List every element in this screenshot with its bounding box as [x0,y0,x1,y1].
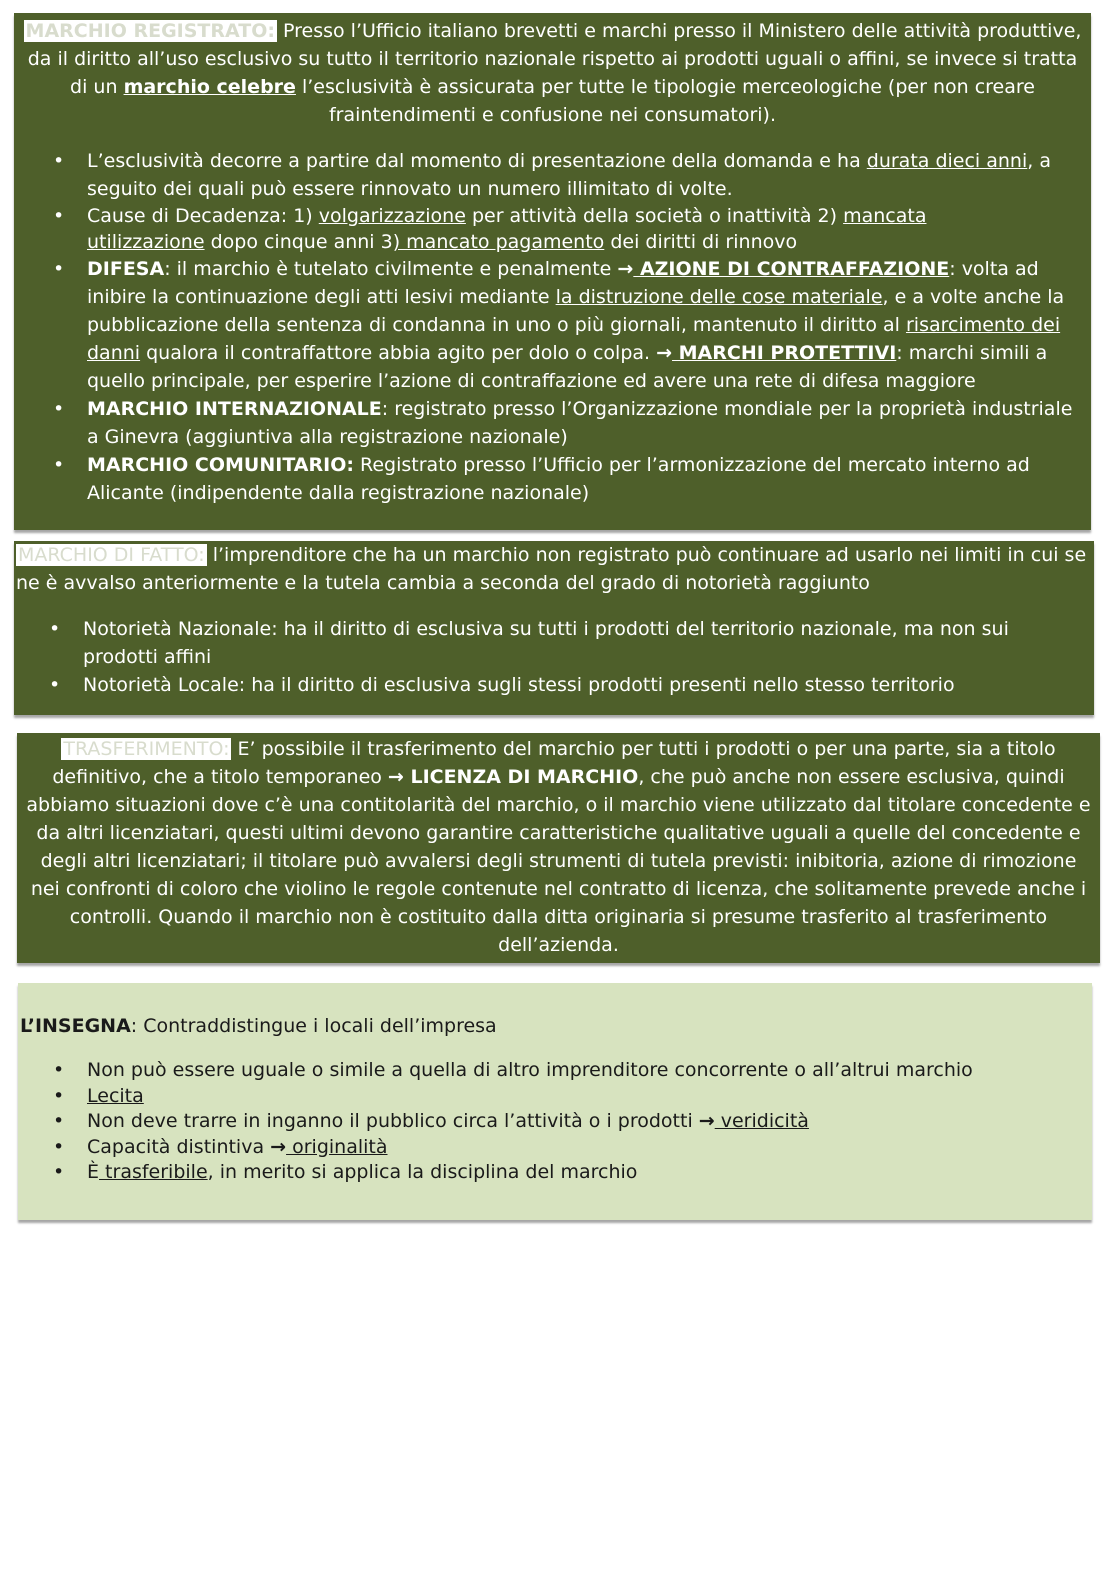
fatto-label: MARCHIO DI FATTO: [18,544,205,566]
fatto-intro: MARCHIO DI FATTO: l’imprenditore che ha un marchio non registrato può continuare ad usarlo nei limiti in cui se ne è avvalso anteriormente e la tutela cambia a seconda del grado di notorietà raggiunto [16,544,1087,594]
arrow-right-icon: → [387,766,404,788]
insegna-intro: L’INSEGNA: Contraddistingue i locali dell’impresa [20,1015,497,1037]
list-item: • Capacità distintiva → originalità [20,1135,1088,1161]
list-item: • Non deve trarre in inganno il pubblico circa l’attività o i prodotti → veridicità [20,1109,1088,1135]
insegna-box [18,983,1092,1220]
list-item: • Notorietà Nazionale: ha il diritto di esclusiva su tutti i prodotti del territorio nazionale, ma non sui prodotti affini [16,615,1088,671]
registrato-list [20,147,1085,507]
arrow-right-icon: → [270,1135,287,1158]
registrato-intro: MARCHIO REGISTRATO: Presso l’Ufficio italiano brevetti e marchi presso il Ministero delle attività produttive, da il diritto all’uso esclusivo su tutto il territorio nazionale rispetto ai prodotti uguali o affini, se invece si tratta di un marchio celebre l’esclusività è assicurata per tutte le tipologie merceologiche (per non creare fraintendimenti e confusione nei consumatori). [25,20,1082,126]
list-item: • È trasferibile, in merito si applica la disciplina del marchio [20,1160,1088,1186]
arrow-right-icon: → [698,1110,715,1132]
list-item: • MARCHIO COMUNITARIO: Registrato presso l’Ufficio per l’armonizzazione del mercato interno ad Alicante (indipendente dalla registrazione nazionale) [20,451,1085,507]
marchio-celebre: marchio celebre [123,76,296,98]
list-item: • Notorietà Locale: ha il diritto di esclusiva sugli stessi prodotti presenti nello stesso territorio [16,671,1088,699]
list-item: • L’esclusività decorre a partire dal momento di presentazione della domanda e ha durata dieci anni, a seguito dei quali può essere rinnovato un numero illimitato di volte. [20,147,1085,203]
registrato-box [14,13,1091,530]
fatto-list [16,615,1088,699]
trasferimento-box [17,733,1100,963]
insegna-label: L’INSEGNA [20,1015,131,1037]
list-item: • DIFESA: il marchio è tutelato civilmente e penalmente → AZIONE DI CONTRAFFAZIONE: volta ad inibire la continuazione degli atti lesivi mediante la distruzione delle cose materiale, e a volte anche la pubblicazione della sentenza di condanna in uno o più giornali, mantenuto il diritto al risarcimento dei danni qualora il contraffattore abbia agito per dolo o colpa. → MARCHI PROTETTIVI: marchi simili a quello principale, per esperire l’azione di contraffazione ed avere una rete di difesa maggiore [20,255,1085,395]
insegna-list [20,1058,1088,1186]
list-item: • Cause di Decadenza: 1) volgarizzazione per attività della società o inattività 2) mancata utilizzazione dopo cinque anni 3) mancato pagamento dei diritti di rinnovo [20,203,1085,255]
trasferimento-label: TRASFERIMENTO: [63,738,230,760]
arrow-right-icon: → [617,258,634,280]
arrow-right-icon: → [656,342,673,364]
fatto-box [14,541,1094,715]
registrato-label: MARCHIO REGISTRATO: [25,20,275,42]
trasferimento-text: TRASFERIMENTO: E’ possibile il trasferimento del marchio per tutti i prodotti o per una parte, sia a titolo definitivo, che a titolo temporaneo → LICENZA DI MARCHIO, che può anche non essere esclusiva, quindi abbiamo situazioni dove c’è una contitolarità del marchio, o il marchio viene utilizzato dal titolare concedente e da altri licenziatari, questi ultimi devono garantire caratteristiche qualitative uguali a quelle del concedente e degli altri licenziatari; il titolare può avvalersi degli strumenti di tutela previsti: inibitoria, azione di rimozione nei confronti di coloro che violino le regole contenute nel contratto di licenza, che solitamente prevede anche i controlli. Quando il marchio non è costituito dalla ditta originaria si presume trasferito al trasferimento dell’azienda. [26,738,1091,956]
list-item: • Lecita [20,1084,1088,1110]
list-item: • Non può essere uguale o simile a quella di altro imprenditore concorrente o all’altrui marchio [20,1058,1088,1084]
list-item: • MARCHIO INTERNAZIONALE: registrato presso l’Organizzazione mondiale per la proprietà industriale a Ginevra (aggiuntiva alla registrazione nazionale) [20,395,1085,451]
